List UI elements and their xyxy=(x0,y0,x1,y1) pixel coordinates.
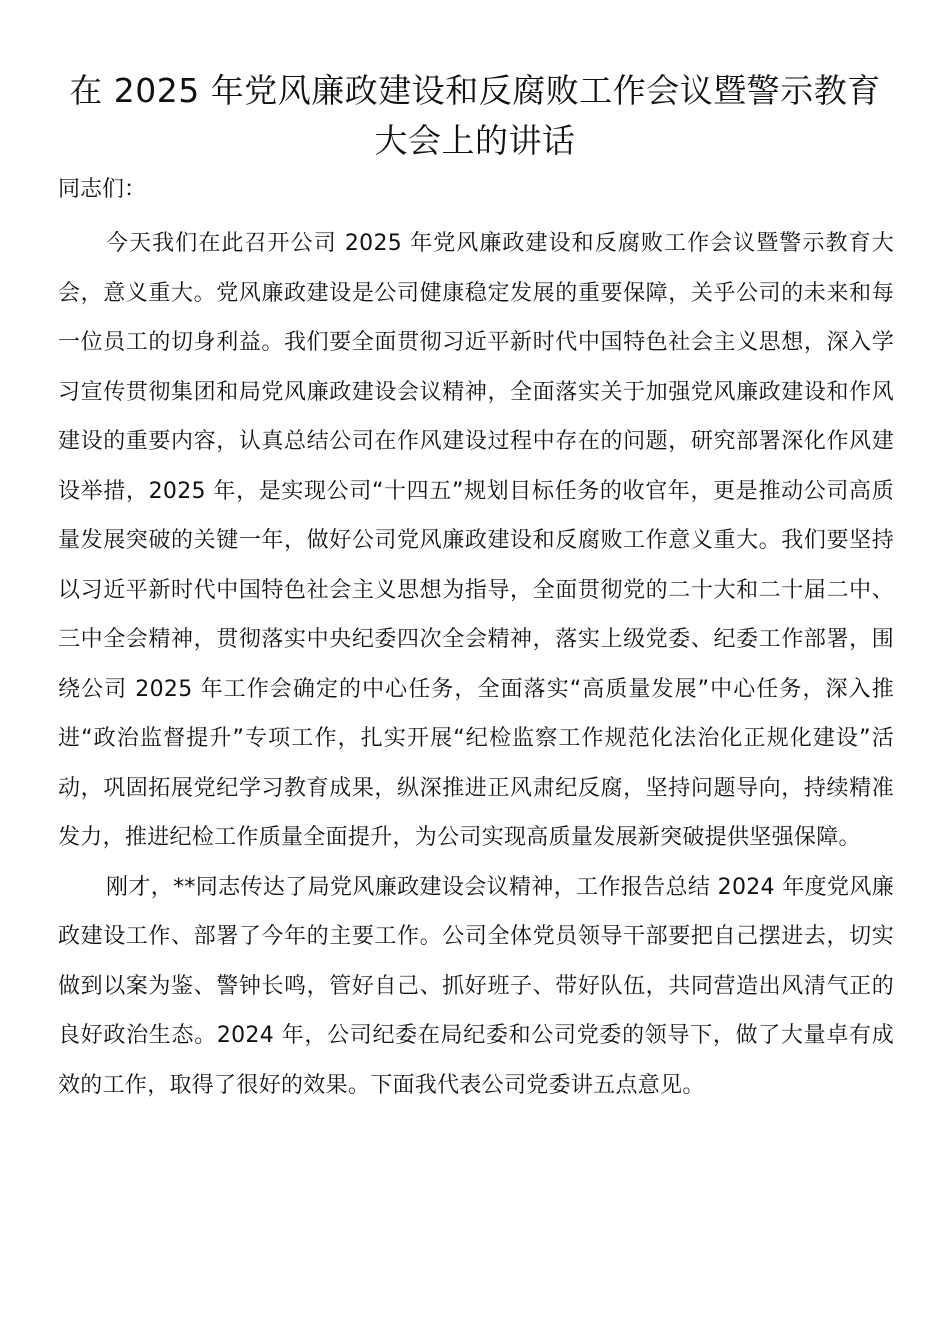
document-body xyxy=(58,168,894,1110)
paragraph-1: 今天我们在此召开公司 2025 年党风廉政建设和反腐败工作会议暨警示教育大会，意义重大。党风廉政建设是公司健康稳定发展的重要保障，关乎公司的未来和每一位员工的切身利益。我们要全面贯彻习近平新时代中国特色社会主义思想，深入学习宣传贯彻集团和局党风廉政建设会议精神，全面落实关于加强党风廉政建设和作风建设的重要内容，认真总结公司在作风建设过程中存在的问题，研究部署深化作风建设举措，2025 年，是实现公司“十四五”规划目标任务的收官年，更是推动公司高质量发展突破的关键一年，做好公司党风廉政建设和反腐败工作意义重大。我们要坚持以习近平新时代中国特色社会主义思想为指导，全面贯彻党的二十大和二十届二中、三中全会精神，贯彻落实中央纪委四次全会精神，落实上级党委、纪委工作部署，围绕公司 2025 年工作会确定的中心任务，全面落实“高质量发展”中心任务，深入推进“政治监督提升”专项工作，扎实开展“纪检监察工作规范化法治化正规化建设”活动，巩固拓展党纪学习教育成果，纵深推进正风肃纪反腐，坚持问题导向，持续精准发力，推进纪检工作质量全面提升，为公司实现高质量发展新突破提供坚强保障。 xyxy=(58,231,894,850)
document-title: 在 2025 年党风廉政建设和反腐败工作会议暨警示教育大会上的讲话 xyxy=(69,71,881,160)
paragraph-2: 刚才，**同志传达了局党风廉政建设会议精神，工作报告总结 2024 年度党风廉政建设工作、部署了今年的主要工作。公司全体党员领导干部要把自己摆进去，切实做到以案为鉴、警钟长鸣，管好自己、抓好班子、带好队伍，共同营造出风清气正的良好政治生态。2024 年，公司纪委在局纪委和公司党委的领导下，做了大量卓有成效的工作，取得了很好的效果。下面我代表公司党委讲五点意见。 xyxy=(58,874,894,1098)
salutation: 同志们： xyxy=(58,177,147,202)
